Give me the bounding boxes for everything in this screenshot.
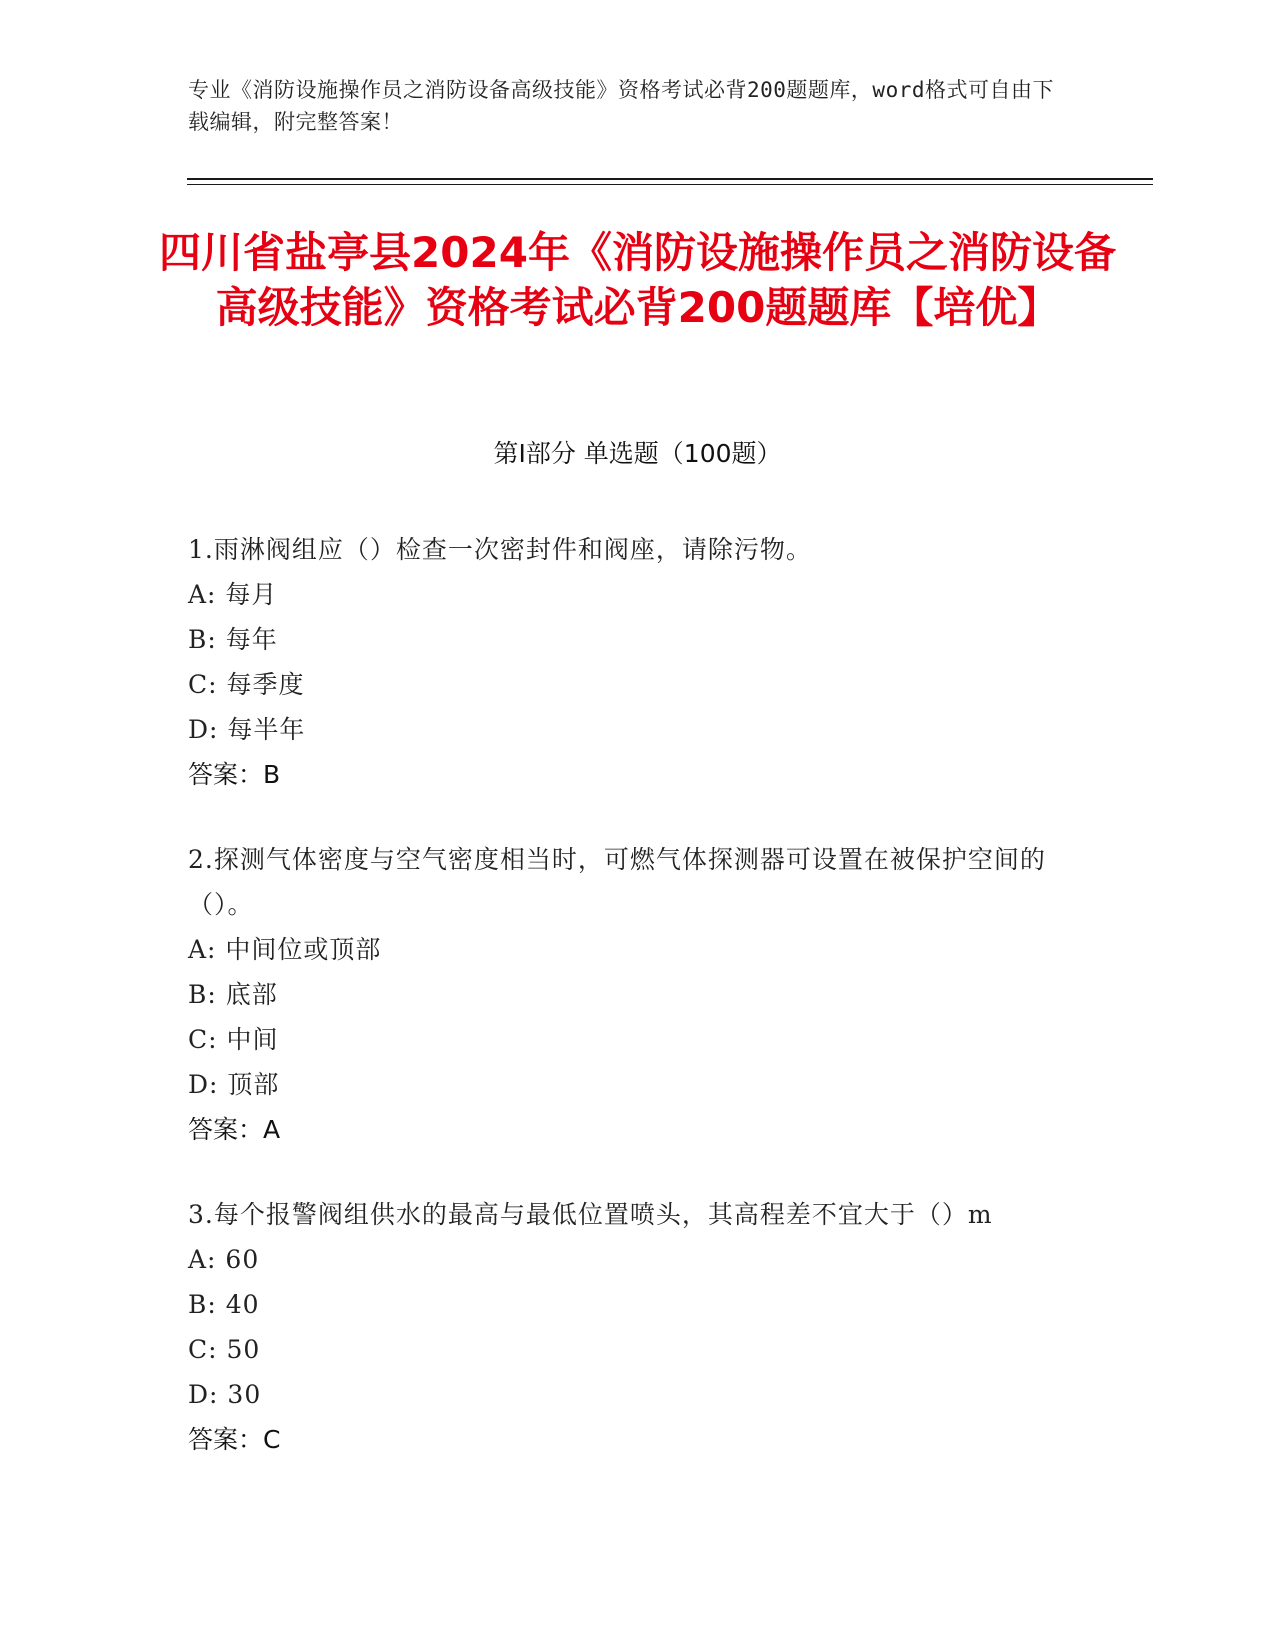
question-item [188,527,1088,797]
option-d: D: 每半年 [188,715,306,744]
question-stem: 1.雨淋阀组应（）检查一次密封件和阀座，请除污物。 [188,535,812,564]
question-stem: 2.探测气体密度与空气密度相当时，可燃气体探测器可设置在被保护空间的（）。 [188,845,1046,919]
option-a: A: 中间位或顶部 [188,935,382,964]
answer-line: 答案：A [188,1115,281,1144]
question-item [188,1192,1088,1462]
section-heading: 第Ⅰ部分 单选题（100题） [493,439,782,468]
option-c: C: 每季度 [188,670,305,699]
header-note: 专业《消防设施操作员之消防设备高级技能》资格考试必背200题题库，word格式可自由下载编辑，附完整答案！ [188,78,1054,134]
document-title: 四川省盐亭县2024年《消防设施操作员之消防设备高级技能》资格考试必背200题题库【培优】 [159,228,1116,332]
question-stem: 3.每个报警阀组供水的最高与最低位置喷头，其高程差不宜大于（）m [188,1200,993,1229]
option-a: A: 每月 [188,580,278,609]
option-d: D: 30 [188,1380,262,1409]
option-a: A: 60 [188,1245,260,1274]
option-b: B: 每年 [188,625,278,654]
answer-line: 答案：B [188,760,281,789]
option-b: B: 底部 [188,980,278,1009]
option-d: D: 顶部 [188,1070,280,1099]
question-list [188,527,1088,1502]
option-b: B: 40 [188,1290,260,1319]
option-c: C: 50 [188,1335,261,1364]
option-c: C: 中间 [188,1025,279,1054]
header-rule-thin [187,184,1153,185]
question-item [188,837,1088,1152]
answer-line: 答案：C [188,1425,281,1454]
header-rule-thick [187,178,1153,180]
